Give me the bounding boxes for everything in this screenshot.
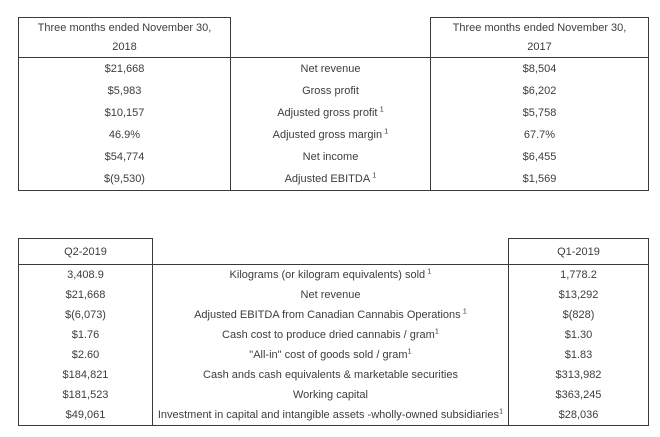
- value-2017: 67.7%: [431, 124, 649, 146]
- value-q2: $49,061: [19, 405, 153, 426]
- metric-label-text: Cash ands cash equivalents & marketable securities: [203, 369, 458, 381]
- table-row: [19, 325, 649, 345]
- table-row: [19, 168, 649, 191]
- value-q1: $13,292: [509, 285, 649, 305]
- header-spacer: [231, 18, 431, 58]
- table-row: [19, 285, 649, 305]
- value-q2: $181,523: [19, 385, 153, 405]
- metric-label-text: Working capital: [293, 389, 368, 401]
- metric-label: [231, 102, 431, 124]
- period-header-2017-line2: 2017: [527, 40, 552, 53]
- value-2018: $5,983: [19, 80, 231, 102]
- header-spacer: [153, 239, 509, 265]
- value-q1: $1.30: [509, 325, 649, 345]
- period-header-2017: [431, 18, 649, 58]
- metric-label-text: "All-in" cost of goods sold / gram: [249, 349, 408, 361]
- metric-label: [153, 365, 509, 385]
- period-header-2018-line2: 2018: [112, 40, 137, 53]
- metric-label: [231, 124, 431, 146]
- period-header-2018-line1: Three months ended November 30,: [37, 21, 212, 34]
- value-q2: $(6,073): [19, 305, 153, 325]
- table-row: [19, 305, 649, 325]
- header-row: [19, 239, 649, 265]
- period-header-q1-2019: Q1-2019: [509, 239, 649, 265]
- quarter-comparison-table: [18, 238, 649, 426]
- metric-label-text: Adjusted gross profit: [277, 107, 378, 119]
- metric-label-text: Adjusted EBITDA: [284, 173, 371, 185]
- table-row: [19, 405, 649, 426]
- value-q2: $184,821: [19, 365, 153, 385]
- value-q1: 1,778.2: [509, 265, 649, 286]
- value-q2: $2.60: [19, 345, 153, 365]
- value-q1: $28,036: [509, 405, 649, 426]
- metric-label: [231, 80, 431, 102]
- three-months-comparison-table: [18, 17, 649, 191]
- value-2018: $54,774: [19, 146, 231, 168]
- metric-label-text: Net revenue: [300, 289, 361, 301]
- metric-label-text: Investment in capital and intangible assets -wholly-owned subsidiaries: [157, 409, 499, 421]
- metric-label: [153, 265, 509, 286]
- table-row: [19, 345, 649, 365]
- value-2017: $6,455: [431, 146, 649, 168]
- value-2017: $6,202: [431, 80, 649, 102]
- footnote-marker: 1: [425, 266, 432, 276]
- table-row: [19, 365, 649, 385]
- value-q2: 3,408.9: [19, 265, 153, 286]
- value-q2: $1.76: [19, 325, 153, 345]
- value-q1: $1.83: [509, 345, 649, 365]
- metric-label: [153, 285, 509, 305]
- period-header-2017-line1: Three months ended November 30,: [452, 21, 627, 34]
- table-row: [19, 80, 649, 102]
- value-2018: $10,157: [19, 102, 231, 124]
- value-2017: $5,758: [431, 102, 649, 124]
- footnote-marker: 1: [407, 346, 412, 356]
- table-row: [19, 124, 649, 146]
- metric-label-text: Gross profit: [302, 85, 359, 97]
- footnote-marker: 1: [460, 306, 467, 316]
- header-row: [19, 18, 649, 58]
- metric-label-text: Adjusted EBITDA from Canadian Cannabis Operations: [194, 309, 461, 321]
- table-row: [19, 146, 649, 168]
- metric-label-text: Kilograms (or kilogram equivalents) sold: [229, 269, 426, 281]
- metric-label-text: Net income: [302, 151, 359, 163]
- value-2018: $21,668: [19, 58, 231, 81]
- footnote-marker: 1: [377, 104, 384, 114]
- footnote-marker: 1: [382, 126, 389, 136]
- metric-label: [153, 385, 509, 405]
- footnote-marker: 1: [370, 170, 377, 180]
- value-2018: $(9,530): [19, 168, 231, 191]
- value-q1: $313,982: [509, 365, 649, 385]
- value-q1: $363,245: [509, 385, 649, 405]
- value-q2: $21,668: [19, 285, 153, 305]
- value-q1: $(828): [509, 305, 649, 325]
- value-2017: $8,504: [431, 58, 649, 81]
- metric-label-text: Adjusted gross margin: [272, 129, 383, 141]
- table-row: [19, 58, 649, 81]
- value-2018: 46.9%: [19, 124, 231, 146]
- footnote-marker: 1: [434, 326, 439, 336]
- value-2017: $1,569: [431, 168, 649, 191]
- metric-label: [231, 168, 431, 191]
- period-header-2018: [19, 18, 231, 58]
- footnote-marker: 1: [499, 406, 504, 416]
- table-row: [19, 102, 649, 124]
- metric-label: [153, 405, 509, 426]
- metric-label: [153, 345, 509, 365]
- metric-label-text: Cash cost to produce dried cannabis / gram: [222, 329, 435, 341]
- table-row: [19, 385, 649, 405]
- period-header-q2-2019: Q2-2019: [19, 239, 153, 265]
- table-row: [19, 265, 649, 286]
- metric-label: [231, 146, 431, 168]
- metric-label-text: Net revenue: [300, 63, 361, 75]
- metric-label: [153, 325, 509, 345]
- metric-label: [231, 58, 431, 81]
- metric-label: [153, 305, 509, 325]
